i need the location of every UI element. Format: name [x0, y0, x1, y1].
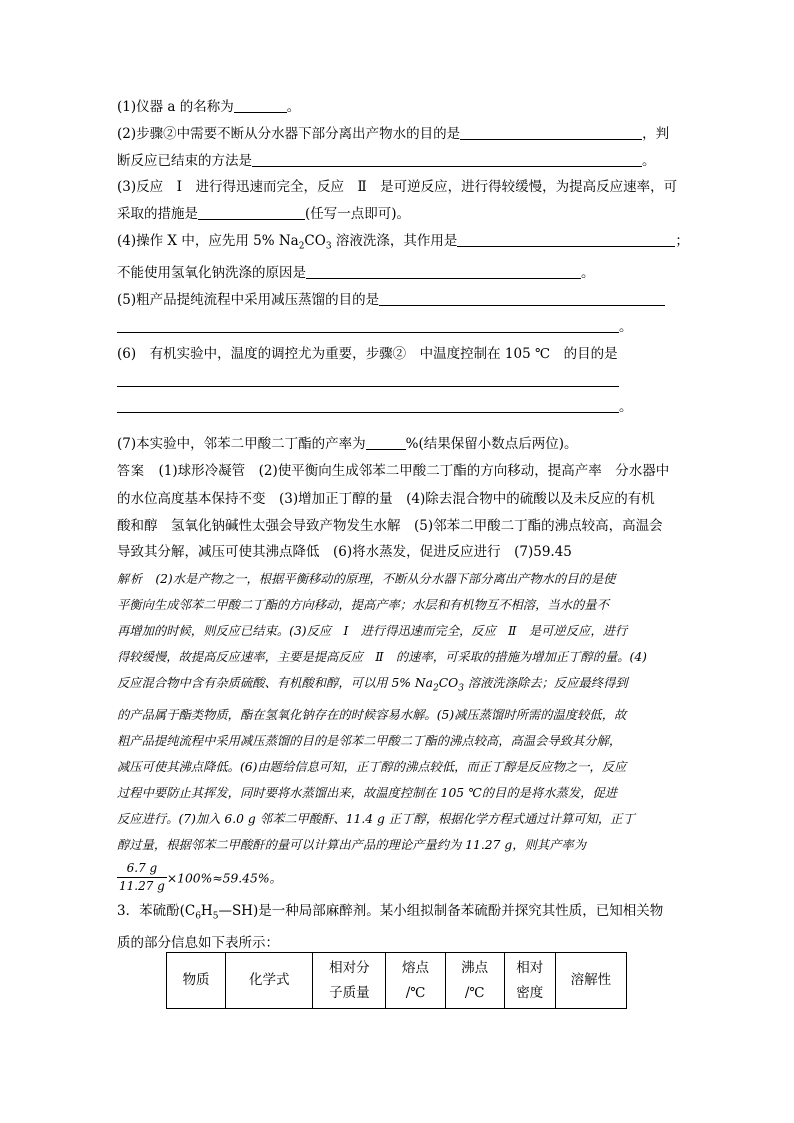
q2-line2-text: 断反应已结束的方法是 [117, 152, 252, 169]
q1-blank [234, 98, 287, 113]
yield-fraction [117, 860, 167, 895]
question-3-line-1: (3)反应 Ⅰ 进行得迅速而完全，反应 Ⅱ 是可逆反应，进行得较缓慢，为提高反应速率，可 [117, 179, 678, 196]
problem-3-line-2: 质的部分信息如下表所示： [117, 935, 279, 952]
analysis-text-1: (2)水是产物之一，根据平衡移动的原理，不断从分水器下部分离出产物水的目的是使 [143, 572, 616, 587]
table-header-cell: 溶解性 [555, 953, 626, 1009]
question-content [117, 94, 687, 957]
q6-blank-2 [117, 398, 619, 413]
q2-text: (2)步骤②中需要不断从分水器下部分离出产物水的目的是 [117, 125, 461, 142]
question-1 [117, 94, 687, 121]
analysis-line-4: 得较缓慢，故提高反应速率，主要是提高反应 Ⅱ 的速率，可采取的措施为增加正丁醇的量。(4) [117, 650, 647, 665]
analysis-5-sub-2: 3 [458, 683, 464, 694]
question-5-line-2 [117, 314, 687, 341]
q4-text-mid: 溶液洗涤，其作用是 [331, 232, 458, 249]
q2-blank-2 [252, 152, 642, 167]
analysis-label: 解析 [117, 572, 144, 587]
answer-line-1 [117, 458, 687, 486]
q5-end: 。 [619, 319, 633, 336]
question-4-line-2 [117, 260, 687, 287]
p3-formula: H [200, 902, 213, 919]
q1-text: (1)仪器 a 的名称为 [117, 99, 234, 115]
analysis-line-10: 反应进行。(7)加入 6.0 g 邻苯二甲酸酐、11.4 g 正丁醇，根据化学方程式通过计算可知，正丁 [117, 811, 635, 826]
q7-text-after: %(结果保留小数点后两位)。 [405, 436, 578, 453]
p3-text-after: —SH)是一种局部麻醉剂。某小组拟制备苯硫酚并探究其性质，已知相关物 [218, 902, 664, 919]
q5-text: (5)粗产品提纯流程中采用减压蒸馏的目的是 [117, 292, 380, 309]
q4-formula: CO [304, 232, 326, 249]
q3-text-after: (任写一点即可)。 [305, 206, 411, 223]
p3-text: 3．苯硫酚(C [117, 902, 196, 919]
analysis-5-text-after: 溶液洗涤除去；反应最终得到 [463, 676, 628, 691]
table-header-cell: 熔点 /℃ [386, 953, 445, 1009]
table-header-cell: 相对 密度 [504, 953, 555, 1009]
q5-blank-2 [117, 318, 619, 333]
table-header-cell: 沸点 /℃ [445, 953, 504, 1009]
q3-blank [198, 205, 305, 220]
analysis-line-5 [117, 670, 687, 701]
q4-text-after: ； [675, 232, 689, 249]
analysis-line-1 [117, 566, 687, 592]
q7-text: (7)本实验中，邻苯二甲酸二丁酯的产率为 [117, 436, 366, 453]
q3-text: 采取的措施是 [117, 206, 198, 223]
answer-text-1: (1)球形冷凝管 (2)使平衡向生成邻苯二甲酸二丁酯的方向移动，提高产率 分水器中 [145, 463, 670, 480]
answer-line-2: 的水位高度基本保持不变 (3)增加正丁醇的量 (4)除去混合物中的硫酸以及未反应的有机 [117, 490, 655, 507]
analysis-line-8: 减压可使其沸点降低。(6)由题给信息可知，正丁醇的沸点较低，而正丁醇是反应物之一，反应 [117, 759, 627, 774]
q4-text: (4)操作 X 中，应先用 5% Na [117, 232, 299, 249]
analysis-line-3: 再增加的时候，则反应已结束。(3)反应 Ⅰ 进行得迅速而完全，反应 Ⅱ 是可逆反应，进行 [117, 624, 628, 639]
q4-subscript-1: 2 [298, 241, 305, 252]
q1-end: 。 [286, 99, 301, 115]
answer-label: 答案 [117, 464, 146, 480]
table-header-cell: 化学式 [226, 953, 313, 1009]
yield-fraction-line [117, 860, 687, 898]
fraction-result: ×100%≈59.45%。 [166, 871, 282, 886]
fraction-denominator: 11.27 g [119, 878, 165, 893]
table-header-cell: 相对分 子质量 [313, 953, 386, 1009]
q4-line2-end: 。 [581, 265, 595, 282]
p3-sub-2: 5 [212, 911, 219, 922]
q4-subscript-2: 3 [325, 241, 332, 252]
analysis-5-sub-1: 2 [432, 683, 439, 694]
problem-3-line-1 [117, 898, 687, 930]
q4-blank-1 [457, 232, 675, 247]
fraction-numerator: 6.7 g [117, 860, 167, 878]
analysis-5-formula: CO [438, 676, 459, 691]
question-3-line-2 [117, 201, 687, 228]
p3-sub-1: 6 [195, 911, 201, 922]
q7-blank [366, 435, 406, 450]
question-6-line-1: (6) 有机实验中，温度的调控尤为重要，步骤② 中温度控制在 105 ℃ 的目的是 [117, 345, 618, 362]
q4-blank-2 [306, 264, 581, 279]
q6-blank-1 [117, 372, 619, 387]
analysis-line-6: 的产品属于酯类物质，酯在氢氧化钠存在的时候容易水解。(5)减压蒸馏时所需的温度较低，故 [117, 707, 627, 722]
q4-line2-text: 不能使用氢氧化钠洗涤的原因是 [117, 265, 306, 282]
table-header-cell: 物质 [167, 953, 226, 1009]
answer-line-3: 酸和醇 氢氧化钠碱性太强会导致产物发生水解 (5)邻苯二甲酸二丁酯的沸点较高，高温会 [117, 517, 663, 534]
question-2-line-2 [117, 148, 687, 175]
q2-text-after: ，判 [642, 125, 670, 142]
question-4-line-1 [117, 228, 687, 260]
table-header-row [167, 953, 627, 1009]
question-6-line-2 [117, 368, 687, 395]
analysis-line-7: 粗产品提纯流程中采用减压蒸馏的目的是邻苯二甲酸二丁酯的沸点较高，高温会导致其分解， [117, 733, 622, 748]
analysis-line-9: 过程中要防止其挥发，同时要将水蒸馏出来，故温度控制在 105 ℃的目的是将水蒸发，促进 [117, 785, 618, 800]
q6-end: 。 [619, 399, 633, 416]
question-7 [117, 431, 687, 458]
analysis-5-text: 反应混合物中含有杂质硫酸、有机酸和醇，可以用 5% Na [117, 676, 433, 691]
question-5-line-1 [117, 287, 687, 314]
properties-table [166, 952, 627, 1009]
q5-blank-1 [379, 291, 665, 306]
analysis-line-2: 平衡向生成邻苯二甲酸二丁酯的方向移动，提高产率；水层和有机物互不相溶，当水的量不 [117, 598, 609, 613]
analysis-line-11: 醇过量，根据邻苯二甲酸酐的量可以计算出产品的理论产量约为 11.27 g，则其产率为 [117, 837, 586, 852]
question-2-line-1 [117, 121, 687, 148]
question-6-line-3 [117, 394, 687, 421]
q2-blank-1 [460, 125, 642, 140]
q2-line2-end: 。 [642, 152, 656, 169]
answer-line-4: 导致其分解，减压可使其沸点降低 (6)将水蒸发，促进反应进行 (7)59.45 [117, 544, 572, 561]
